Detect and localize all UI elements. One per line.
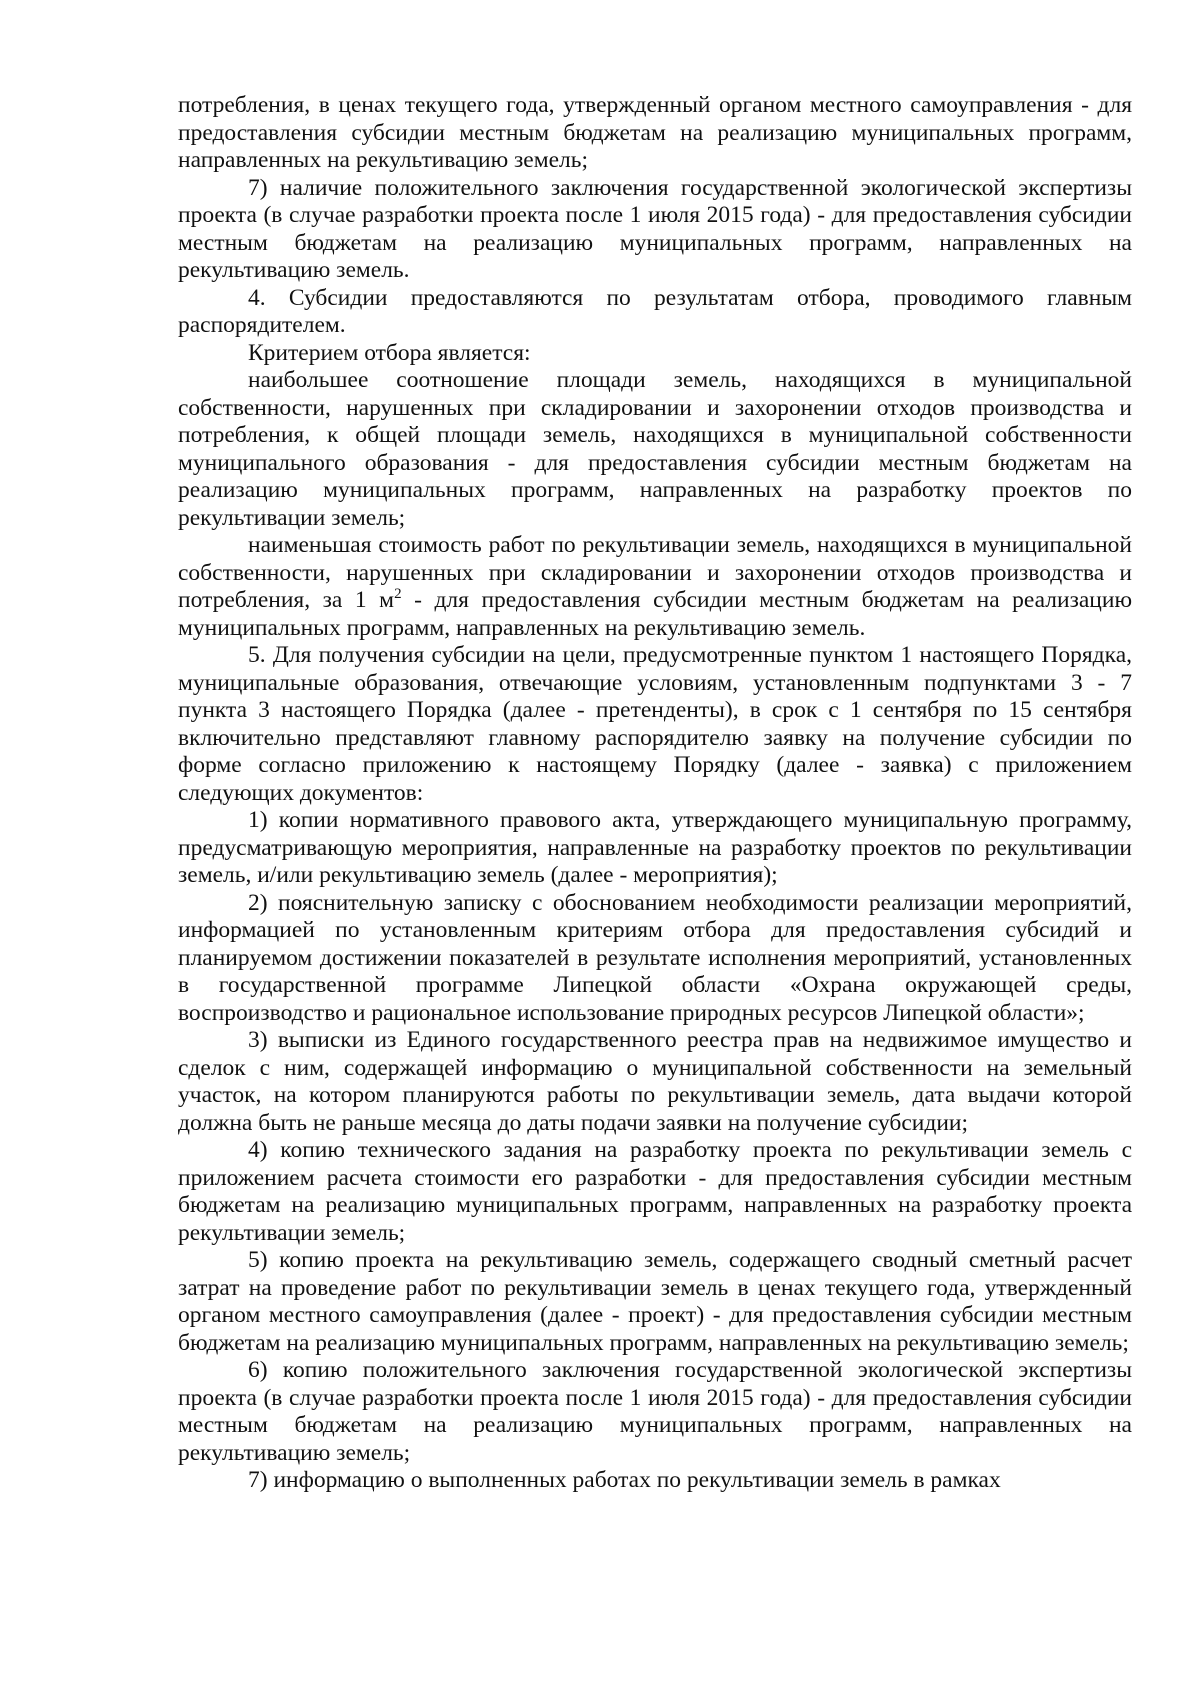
paragraph-item-7-expertise: 7) наличие положительного заключения государственной экологической экспертизы проекта (в случае разработки проекта после 1 июля 2015 года) - для предоставления субсидии местным бюджетам на реализацию муниципальных программ, направленных на рекультивацию земель. <box>178 174 1132 283</box>
paragraph-doc-item-7: 7) информацию о выполненных работах по рекультивации земель в рамках <box>248 1467 1001 1493</box>
paragraph-criterion-lowest-cost-part-1: наименьшая стоимость работ по рекультивации земель, находящихся в муниципальной собственности, нарушенных при складировании и захоронении отходов производства и потребления, за 1 м <box>178 532 1132 613</box>
paragraph-section-5: 5. Для получения субсидии на цели, предусмотренные пунктом 1 настоящего Порядка, муниципальные образования, отвечающие условиям, установленным подпунктами 3 - 7 пункта 3 настоящего Порядка (далее - претенденты), в срок с 1 сентября по 15 сентября включительно представляют главному распорядителю заявку на получение субсидии по форме согласно приложению к настоящему Порядку (далее - заявка) с приложением следующих документов: <box>178 642 1132 806</box>
paragraph-section-4: 4. Субсидии предоставляются по результатам отбора, проводимого главным распорядителем. <box>178 284 1132 338</box>
paragraph-doc-item-3: 3) выписки из Единого государственного реестра прав на недвижимое имущество и сделок с ним, содержащей информацию о муниципальной собственности на земельный участок, на котором планируются работы по рекультивации земель, дата выдачи которой должна быть не раньше месяца до даты подачи заявки на получение субсидии; <box>178 1027 1132 1136</box>
paragraph-doc-item-5: 5) копию проекта на рекультивацию земель, содержащего сводный сметный расчет затрат на проведение работ по рекультивации земель в ценах текущего года, утвержденный органом местного самоуправления (далее - проект) - для предоставления субсидии местным бюджетам на реализацию муниципальных программ, направленных на рекультивацию земель; <box>178 1247 1132 1356</box>
paragraph-criterion-lowest-cost-part-2: - для предоставления субсидии местным бюджетам на реализацию муниципальных программ, направленных на рекультивацию земель. <box>178 587 1132 641</box>
paragraph-doc-item-6: 6) копию положительного заключения государственной экологической экспертизы проекта (в случае разработки проекта после 1 июля 2015 года) - для предоставления субсидии местным бюджетам на реализацию муниципальных программ, направленных на рекультивацию земель; <box>178 1357 1132 1466</box>
paragraph-doc-item-2: 2) пояснительную записку с обоснованием необходимости реализации мероприятий, информацией по установленным критериям отбора для предоставления субсидий и планируемом достижении показателей в результате исполнения мероприятий, установленных в государственной программе Липецкой области «Охрана окружающей среды, воспроизводство и рациональное использование природных ресурсов Липецкой области»; <box>178 889 1132 1026</box>
paragraph-consumption-continuation: потребления, в ценах текущего года, утвержденный органом местного самоуправления - для предоставления субсидии местным бюджетам на реализацию муниципальных программ, направленных на рекультивацию земель; <box>178 92 1132 173</box>
square-meter-superscript: 2 <box>394 586 402 603</box>
paragraph-criterion-lowest-cost <box>178 532 1132 642</box>
document-page <box>178 92 1132 1495</box>
paragraph-doc-item-4: 4) копию технического задания на разработку проекта по рекультивации земель с приложением расчета стоимости его разработки - для предоставления субсидии местным бюджетам на реализацию муниципальных программ, направленных на разработку проекта рекультивации земель; <box>178 1137 1132 1246</box>
paragraph-criterion-largest-ratio: наибольшее соотношение площади земель, находящихся в муниципальной собственности, нарушенных при складировании и захоронении отходов производства и потребления, к общей площади земель, находящихся в муниципальной собственности муниципального образования - для предоставления субсидии местным бюджетам на реализацию муниципальных программ, направленных на разработку проектов по рекультивации земель; <box>178 367 1132 531</box>
paragraph-doc-item-1: 1) копии нормативного правового акта, утверждающего муниципальную программу, предусматривающую мероприятия, направленные на разработку проектов по рекультивации земель, и/или рекультивацию земель (далее - мероприятия); <box>178 807 1132 888</box>
paragraph-criterion-intro: Критерием отбора является: <box>248 339 531 366</box>
